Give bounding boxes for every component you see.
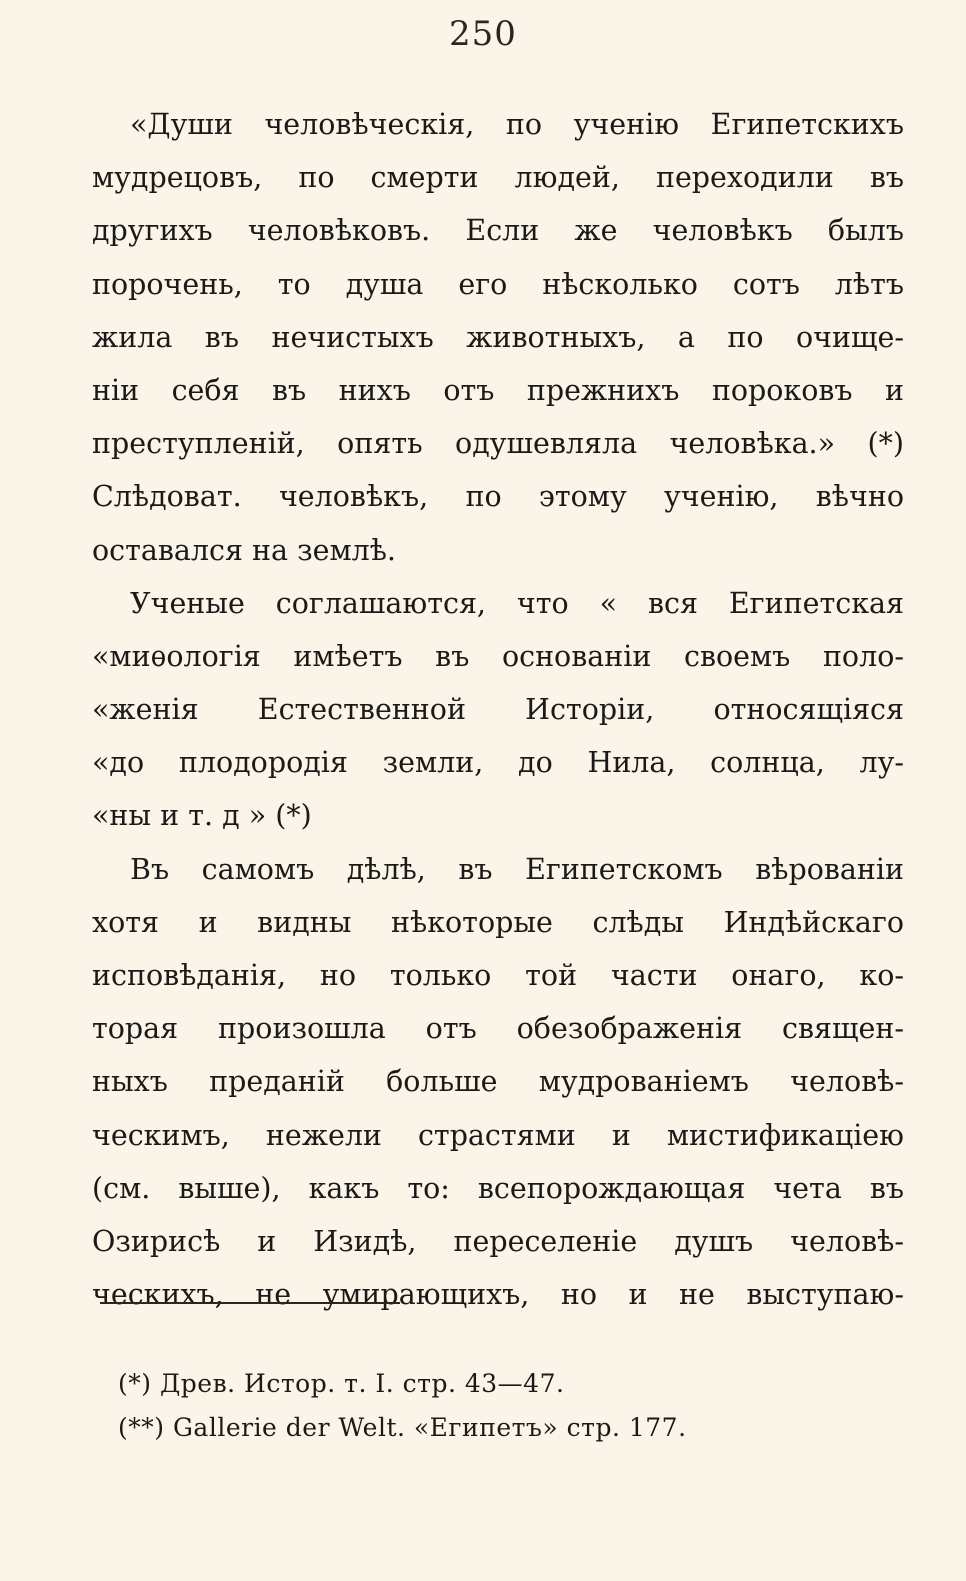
text-line: Ученые соглашаются, что « вся Египетская: [130, 586, 904, 620]
text-line: хотя и видны нѣкоторые слѣды Индѣйскаго: [92, 905, 904, 939]
footnote-separator-rule: [100, 1302, 400, 1304]
text-line: «Души человѣческія, по ученію Египетскихъ: [130, 108, 904, 141]
footnotes: [118, 1362, 838, 1450]
text-line: Слѣдоват. человѣкъ, по этому ученію, вѣчно: [92, 480, 904, 514]
text-line: «ны и т. д » (*): [92, 799, 312, 833]
text-line: преступленій, опять одушевляла человѣка.» (*): [92, 427, 904, 461]
text-line: ніи себя въ нихъ отъ прежнихъ пороковъ и: [92, 373, 904, 407]
text-line: (см. выше), какъ то: всепорождающая чета въ: [92, 1171, 904, 1205]
text-line: Озирисѣ и Изидѣ, переселеніе душъ человѣ-: [92, 1224, 904, 1258]
text-line: ныхъ преданій больше мудрованіемъ человѣ-: [92, 1065, 904, 1099]
text-line: мудрецовъ, по смерти людей, переходили въ: [92, 161, 904, 195]
text-line: порочень, то душа его нѣсколько сотъ лѣтъ: [92, 267, 904, 301]
text-line: другихъ человѣковъ. Если же человѣкъ былъ: [92, 214, 904, 248]
body-text: [92, 98, 904, 1321]
text-line: оставался на землѣ.: [92, 533, 396, 567]
text-line: «женія Естественной Исторіи, относящіяся: [92, 693, 904, 727]
footnote: (**) Gallerie der Welt. «Египетъ» стр. 177.: [118, 1413, 687, 1442]
text-line: «миѳологія имѣетъ въ основаніи своемъ поло-: [92, 639, 904, 673]
text-line: жила въ нечистыхъ животныхъ, а по очище-: [92, 320, 904, 354]
text-line: Въ самомъ дѣлѣ, въ Египетскомъ вѣрованіи: [130, 852, 904, 886]
text-line: ческихъ, не умирающихъ, но и не выступаю-: [92, 1278, 904, 1312]
footnote: (*) Древ. Истор. т. I. стр. 43—47.: [118, 1369, 565, 1398]
text-line: торая произошла отъ обезображенія священ-: [92, 1012, 904, 1046]
text-line: «до плодородія земли, до Нила, солнца, лу-: [92, 746, 904, 780]
text-line: исповѣданія, но только той части онаго, ко-: [92, 959, 904, 992]
text-line: ческимъ, нежели страстями и мистификаціею: [92, 1118, 904, 1152]
page-number: 250: [449, 14, 517, 54]
